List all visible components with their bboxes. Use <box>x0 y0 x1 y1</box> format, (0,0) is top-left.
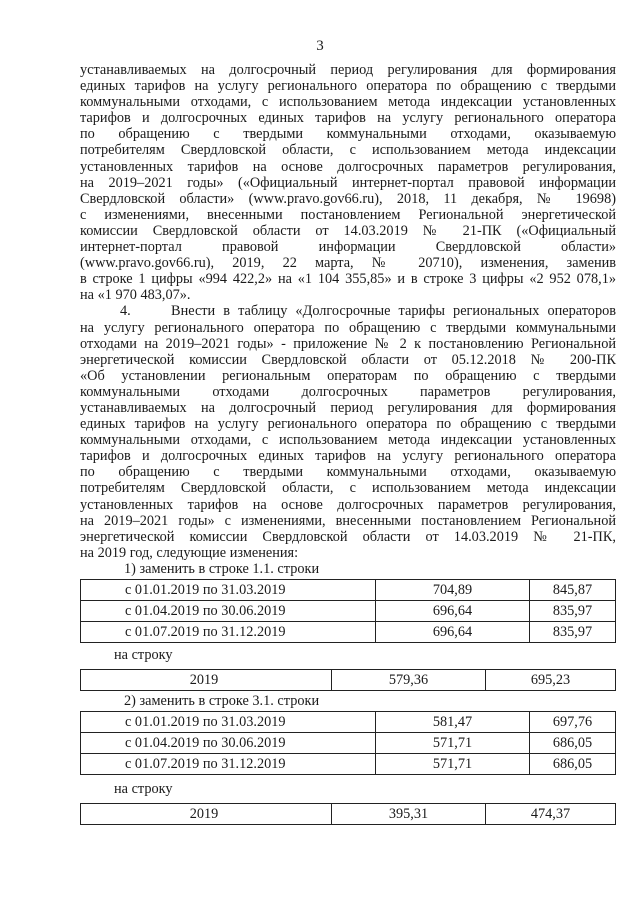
text-line: установленных тарифов на основе долгосрочных параметров регулирования, <box>80 496 616 513</box>
table-row <box>81 711 616 732</box>
tariff-vat-cell: 686,05 <box>530 753 616 774</box>
document-body <box>80 62 616 825</box>
tariff-vat-cell: 686,05 <box>530 732 616 753</box>
tariff-cell: 696,64 <box>376 600 530 621</box>
tariff-cell: 704,89 <box>376 579 530 600</box>
text-line: тарифов и долгосрочных единых тарифов на услугу регионального оператора <box>80 448 616 465</box>
tariff-vat-cell: 695,23 <box>486 669 616 690</box>
text-line: на 2019–2021 годы» с изменениями, внесенными постановлением Региональной <box>80 512 616 529</box>
table-row <box>81 600 616 621</box>
table-row <box>81 732 616 753</box>
tariff-cell: 571,71 <box>376 732 530 753</box>
tariff-vat-cell: 474,37 <box>486 803 616 824</box>
text-line: по обращению с твердыми коммунальными отходами, оказываемую <box>80 464 616 481</box>
period-cell: с 01.01.2019 по 31.03.2019 <box>81 579 376 600</box>
text-line: на 2019 год, следующие изменения: <box>80 544 299 561</box>
text-line: 4. Внести в таблицу «Долгосрочные тарифы региональных операторов <box>120 303 616 320</box>
period-cell: 2019 <box>81 669 332 690</box>
text-line: потребителям Свердловской области, с использованием метода индексации <box>80 480 616 497</box>
table-row <box>81 753 616 774</box>
text-line: с изменениями, внесенными постановлением Региональной энергетической <box>80 206 616 223</box>
tariff-vat-cell: 835,97 <box>530 621 616 642</box>
table-replace-3-1 <box>80 711 616 775</box>
change-1-label: 1) заменить в строке 1.1. строки <box>124 560 320 577</box>
table-new-1-1 <box>80 669 616 691</box>
text-line: коммунальными отходами долгосрочных параметров регулирования, <box>80 383 616 400</box>
text-line: на услугу регионального оператора по обращению с твердыми коммунальными <box>80 319 616 336</box>
text-line: единых тарифов на услугу регионального оператора по обращению с твердыми <box>80 78 616 95</box>
text-line: энергетической комиссии Свердловской области от 05.12.2018 № 200-ПК <box>80 351 616 368</box>
period-cell: с 01.07.2019 по 31.12.2019 <box>81 753 376 774</box>
text-line: устанавливаемых на долгосрочный период регулирования для формирования <box>80 399 616 416</box>
text-line: (www.pravo.gov66.ru), 2019, 22 марта, № 20710), изменения, заменив <box>80 255 616 272</box>
text-line: интернет-портал правовой информации Свердловской области» <box>80 239 616 256</box>
text-line: отходами на 2019–2021 годы» - приложение № 2 к постановлению Региональной <box>80 335 616 352</box>
text-line: на «1 970 483,07». <box>80 287 191 304</box>
to-row-label-2: на строку <box>114 780 173 797</box>
table-row <box>81 579 616 600</box>
text-line: тарифов и долгосрочных единых тарифов на услугу регионального оператора <box>80 110 616 127</box>
text-line: по обращению с твердыми коммунальными отходами, оказываемую <box>80 126 616 143</box>
text-line: единых тарифов на услугу регионального оператора по обращению с твердыми <box>80 416 616 433</box>
period-cell: 2019 <box>81 803 332 824</box>
text-line: потребителям Свердловской области, с использованием метода индексации <box>80 142 616 159</box>
page-number: 3 <box>316 38 324 54</box>
tariff-vat-cell: 697,76 <box>530 711 616 732</box>
period-cell: с 01.07.2019 по 31.12.2019 <box>81 621 376 642</box>
tariff-cell: 579,36 <box>332 669 486 690</box>
text-line: коммунальными отходами, с использованием метода индексации установленных <box>80 432 616 449</box>
tariff-cell: 571,71 <box>376 753 530 774</box>
tariff-cell: 395,31 <box>332 803 486 824</box>
tariff-vat-cell: 835,97 <box>530 600 616 621</box>
table-replace-1-1 <box>80 579 616 643</box>
period-cell: с 01.01.2019 по 31.03.2019 <box>81 711 376 732</box>
text-line: Свердловской области» (www.pravo.gov66.ru), 2018, 11 декабря, № 19698) <box>80 190 616 207</box>
text-line: устанавливаемых на долгосрочный период регулирования для формирования <box>80 62 616 78</box>
text-line: «Об установлении региональным операторам по обращению с твердыми <box>80 367 616 384</box>
tariff-cell: 581,47 <box>376 711 530 732</box>
tariff-cell: 696,64 <box>376 621 530 642</box>
change-2-label: 2) заменить в строке 3.1. строки <box>124 692 320 709</box>
text-line: энергетической комиссии Свердловской области от 14.03.2019 № 21-ПК, <box>80 528 616 545</box>
text-line: коммунальными отходами, с использованием метода индексации установленных <box>80 94 616 111</box>
table-row <box>81 669 616 690</box>
table-row <box>81 803 616 824</box>
text-line: комиссии Свердловской области от 14.03.2019 № 21-ПК («Официальный <box>80 222 616 239</box>
period-cell: с 01.04.2019 по 30.06.2019 <box>81 600 376 621</box>
table-row <box>81 621 616 642</box>
table-new-3-1 <box>80 803 616 825</box>
paragraph-item-4 <box>80 303 616 561</box>
period-cell: с 01.04.2019 по 30.06.2019 <box>81 732 376 753</box>
text-line: установленных тарифов на основе долгосрочных параметров регулирования, <box>80 158 616 175</box>
text-line: в строке 1 цифры «994 422,2» на «1 104 355,85» и в строке 3 цифры «2 952 078,1» <box>80 271 616 288</box>
text-line: на 2019–2021 годы» («Официальный интернет-портал правовой информации <box>80 174 616 191</box>
tariff-vat-cell: 845,87 <box>530 579 616 600</box>
paragraph-continuation <box>80 62 616 303</box>
to-row-label-1: на строку <box>114 646 173 663</box>
